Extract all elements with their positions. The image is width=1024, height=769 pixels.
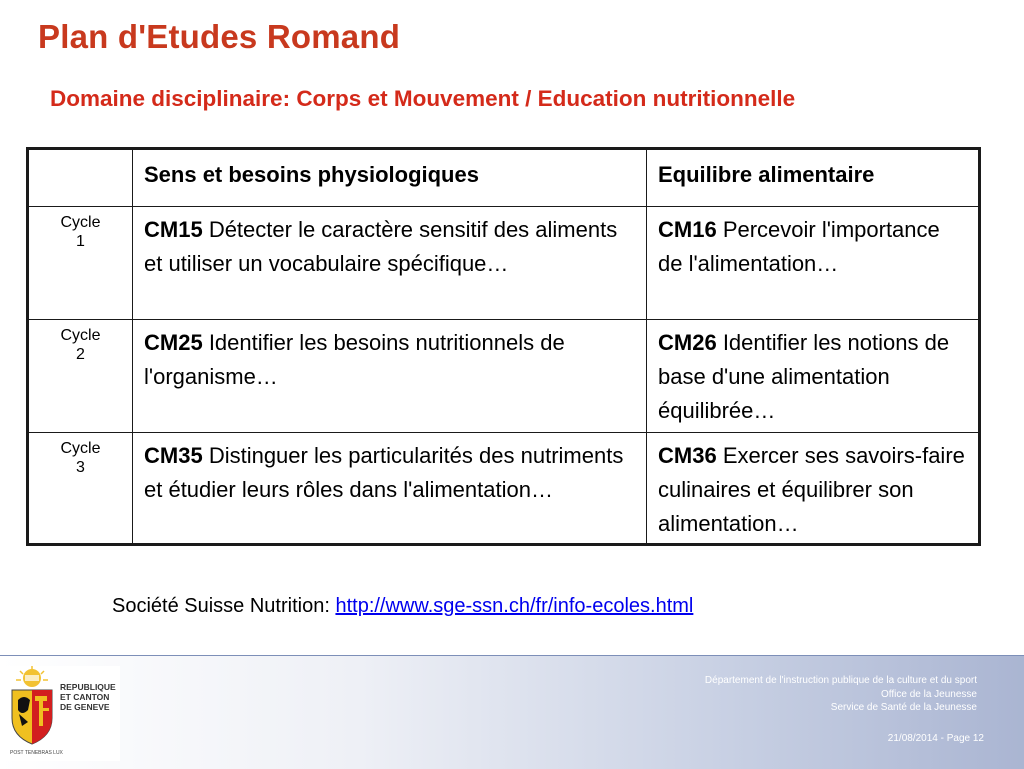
date-page-number: 21/08/2014 - Page 12 bbox=[887, 733, 984, 744]
cycle-number: 3 bbox=[76, 459, 85, 476]
objective-cell bbox=[133, 207, 647, 320]
slide-subtitle: Domaine disciplinaire: Corps et Mouvement / Education nutritionnelle bbox=[50, 86, 796, 111]
table-row bbox=[28, 433, 980, 545]
department-info bbox=[705, 674, 977, 715]
objective-cell bbox=[647, 207, 980, 320]
office-line: Office de la Jeunesse bbox=[881, 688, 977, 700]
objective-cell bbox=[133, 320, 647, 433]
objective-code: CM15 bbox=[144, 217, 203, 242]
objective-code: CM25 bbox=[144, 330, 203, 355]
cycle-word: Cycle bbox=[60, 214, 101, 231]
cycle-word: Cycle bbox=[60, 327, 101, 344]
objective-text: Détecter le caractère sensitif des aliments et utiliser un vocabulaire spécifique… bbox=[144, 217, 618, 276]
objective-code: CM26 bbox=[658, 330, 717, 355]
service-line: Service de Santé de la Jeunesse bbox=[830, 702, 977, 713]
header-equilibre: Equilibre alimentaire bbox=[647, 149, 980, 207]
objective-text: Exercer ses savoirs-faire culinaires et équilibrer son alimentation… bbox=[658, 443, 965, 536]
objective-code: CM16 bbox=[658, 217, 717, 242]
source-label: Société Suisse Nutrition: bbox=[112, 595, 330, 617]
logo-motto: POST TENEBRAS LUX bbox=[10, 750, 63, 756]
table-row bbox=[28, 207, 980, 320]
logo-line: ET CANTON bbox=[60, 692, 110, 702]
source-link[interactable]: http://www.sge-ssn.ch/fr/info-ecoles.html bbox=[335, 595, 694, 617]
objective-text: Percevoir l'importance de l'alimentation… bbox=[658, 217, 940, 276]
cycle-label bbox=[28, 207, 133, 320]
curriculum-table bbox=[26, 147, 981, 546]
objective-text: Identifier les notions de base d'une alimentation équilibrée… bbox=[658, 330, 950, 423]
objective-code: CM36 bbox=[658, 443, 717, 468]
logo-line: REPUBLIQUE bbox=[60, 682, 116, 692]
objective-code: CM35 bbox=[144, 443, 203, 468]
cycle-number: 1 bbox=[76, 233, 85, 250]
cycle-word: Cycle bbox=[60, 440, 101, 457]
cycle-label bbox=[28, 320, 133, 433]
geneva-coat-of-arms-icon bbox=[4, 666, 60, 748]
objective-cell bbox=[647, 433, 980, 545]
header-sens-besoins: Sens et besoins physiologiques bbox=[133, 149, 647, 207]
header-empty-cell bbox=[28, 149, 133, 207]
objective-text: Identifier les besoins nutritionnels de l'organisme… bbox=[144, 330, 565, 389]
cycle-number: 2 bbox=[76, 346, 85, 363]
cycle-label bbox=[28, 433, 133, 545]
table-header-row bbox=[28, 149, 980, 207]
logo-text bbox=[60, 682, 116, 712]
objective-cell bbox=[133, 433, 647, 545]
objective-text: Distinguer les particularités des nutriments et étudier leurs rôles dans l'alimentation… bbox=[144, 443, 624, 502]
department-line: Département de l'instruction publique de la culture et du sport bbox=[704, 675, 977, 686]
geneva-logo bbox=[4, 666, 120, 761]
objective-cell bbox=[647, 320, 980, 433]
slide-footer bbox=[0, 655, 1024, 769]
source-reference bbox=[112, 595, 693, 618]
slide-title: Plan d'Etudes Romand bbox=[38, 18, 401, 55]
logo-line: DE GENEVE bbox=[60, 702, 110, 712]
table-row bbox=[28, 320, 980, 433]
